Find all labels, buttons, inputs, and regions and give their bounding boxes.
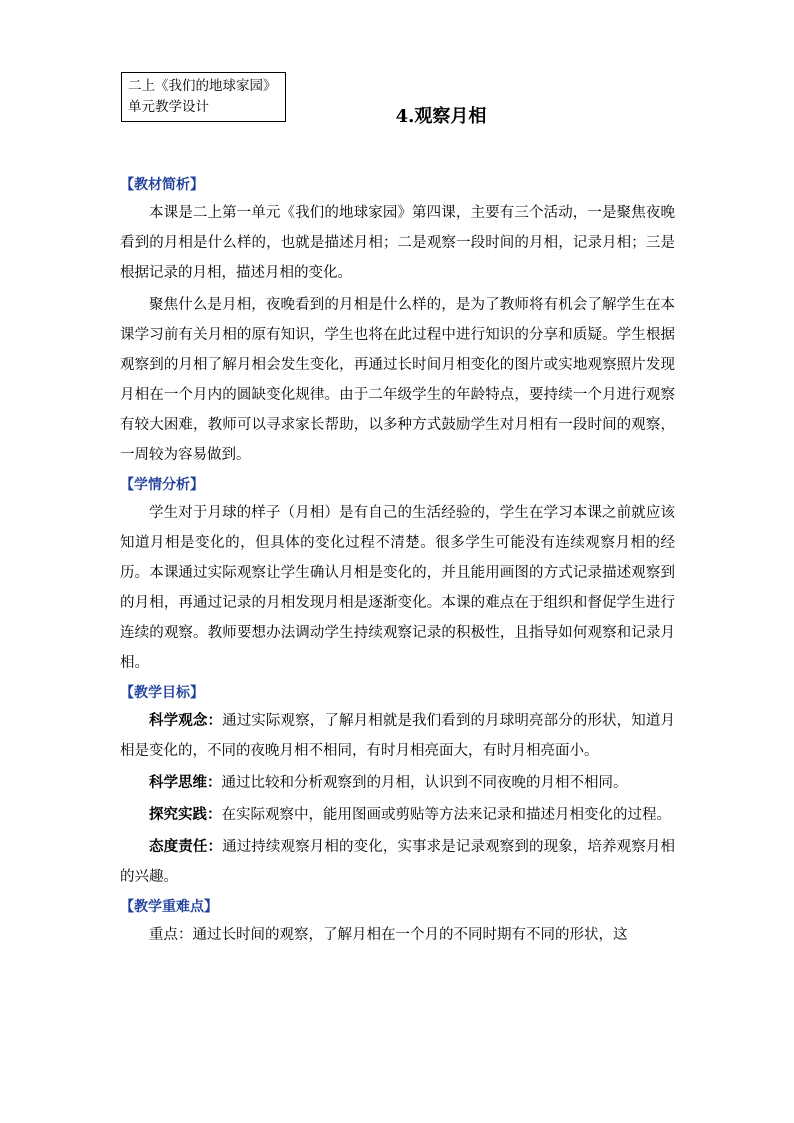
goal-label: 科学思维：	[149, 774, 222, 791]
document-body	[120, 172, 675, 952]
section-heading-goals: 【教学目标】	[120, 685, 204, 701]
goal-text: 通过实际观察，了解月相就是我们看到的月球明亮部分的形状，知道月相是变化的，不同的夜晚月相不相同，有时月相亮面大，有时月相亮面小。	[120, 713, 676, 759]
section-heading-keypoints: 【教学重难点】	[120, 899, 218, 915]
goal-text: 通过持续观察月相的变化，实事求是记录观察到的现象，培养观察月相的兴趣。	[120, 839, 676, 885]
keypoint-label: 重点：	[149, 927, 193, 943]
goal-item-practice	[120, 800, 675, 830]
goal-item-thinking	[120, 768, 675, 798]
textbook-paragraph-1: 本课是二上第一单元《我们的地球家园》第四课，主要有三个活动，一是聚焦夜晚看到的月相是什么样的，也就是描述月相；二是观察一段时间的月相，记录月相；三是根据记录的月相，描述月相的变化。	[120, 205, 675, 281]
goal-label: 探究实践：	[149, 806, 222, 823]
unit-label-line2: 单元教学设计	[128, 99, 209, 115]
goal-text: 通过比较和分析观察到的月相，认识到不同夜晚的月相不相同。	[221, 775, 628, 791]
section-heading-textbook: 【教材简析】	[120, 177, 204, 193]
keypoints-paragraph	[120, 920, 675, 950]
textbook-paragraph-2: 聚焦什么是月相，夜晚看到的月相是什么样的，是为了教师将有机会了解学生在本课学习前有关月相的原有知识，学生也将在此过程中进行知识的分享和质疑。学生根据观察到的月相了解月相会发生变化，再通过长时间月相变化的图片或实地观察照片发现月相在一个月内的圆缺变化规律。由于二年级学生的年龄特点，要持续一个月进行观察有较大困难，教师可以寻求家长帮助，以多种方式鼓励学生对月相有一段时间的观察，一周较为容易做到。	[120, 297, 675, 463]
goal-text: 在实际观察中，能用图画或剪贴等方法来记录和描述月相变化的过程。	[221, 807, 671, 823]
goal-label: 态度责任：	[149, 838, 223, 855]
section-heading-students: 【学情分析】	[120, 477, 204, 493]
keypoint-text: 通过长时间的观察，了解月相在一个月的不同时期有不同的形状，这	[192, 927, 628, 943]
lesson-title: 4.观察月相	[395, 106, 487, 127]
goal-item-concept	[120, 706, 675, 766]
students-paragraph-1: 学生对于月球的样子（月相）是有自己的生活经验的，学生在学习本课之前就应该知道月相是变化的，但具体的变化过程不清楚。很多学生可能没有连续观察月相的经历。本课通过实际观察让学生确认月相是变化的，并且能用画图的方式记录描述观察到的月相，再通过记录的月相发现月相是逐渐变化。本课的难点在于组织和督促学生进行连续的观察。教师要想办法调动学生持续观察记录的积极性，且指导如何观察和记录月相。	[120, 505, 675, 671]
goal-item-attitude	[120, 832, 675, 892]
unit-label-line1: 二上《我们的地球家园》	[128, 78, 277, 94]
goal-label: 科学观念：	[149, 712, 223, 729]
